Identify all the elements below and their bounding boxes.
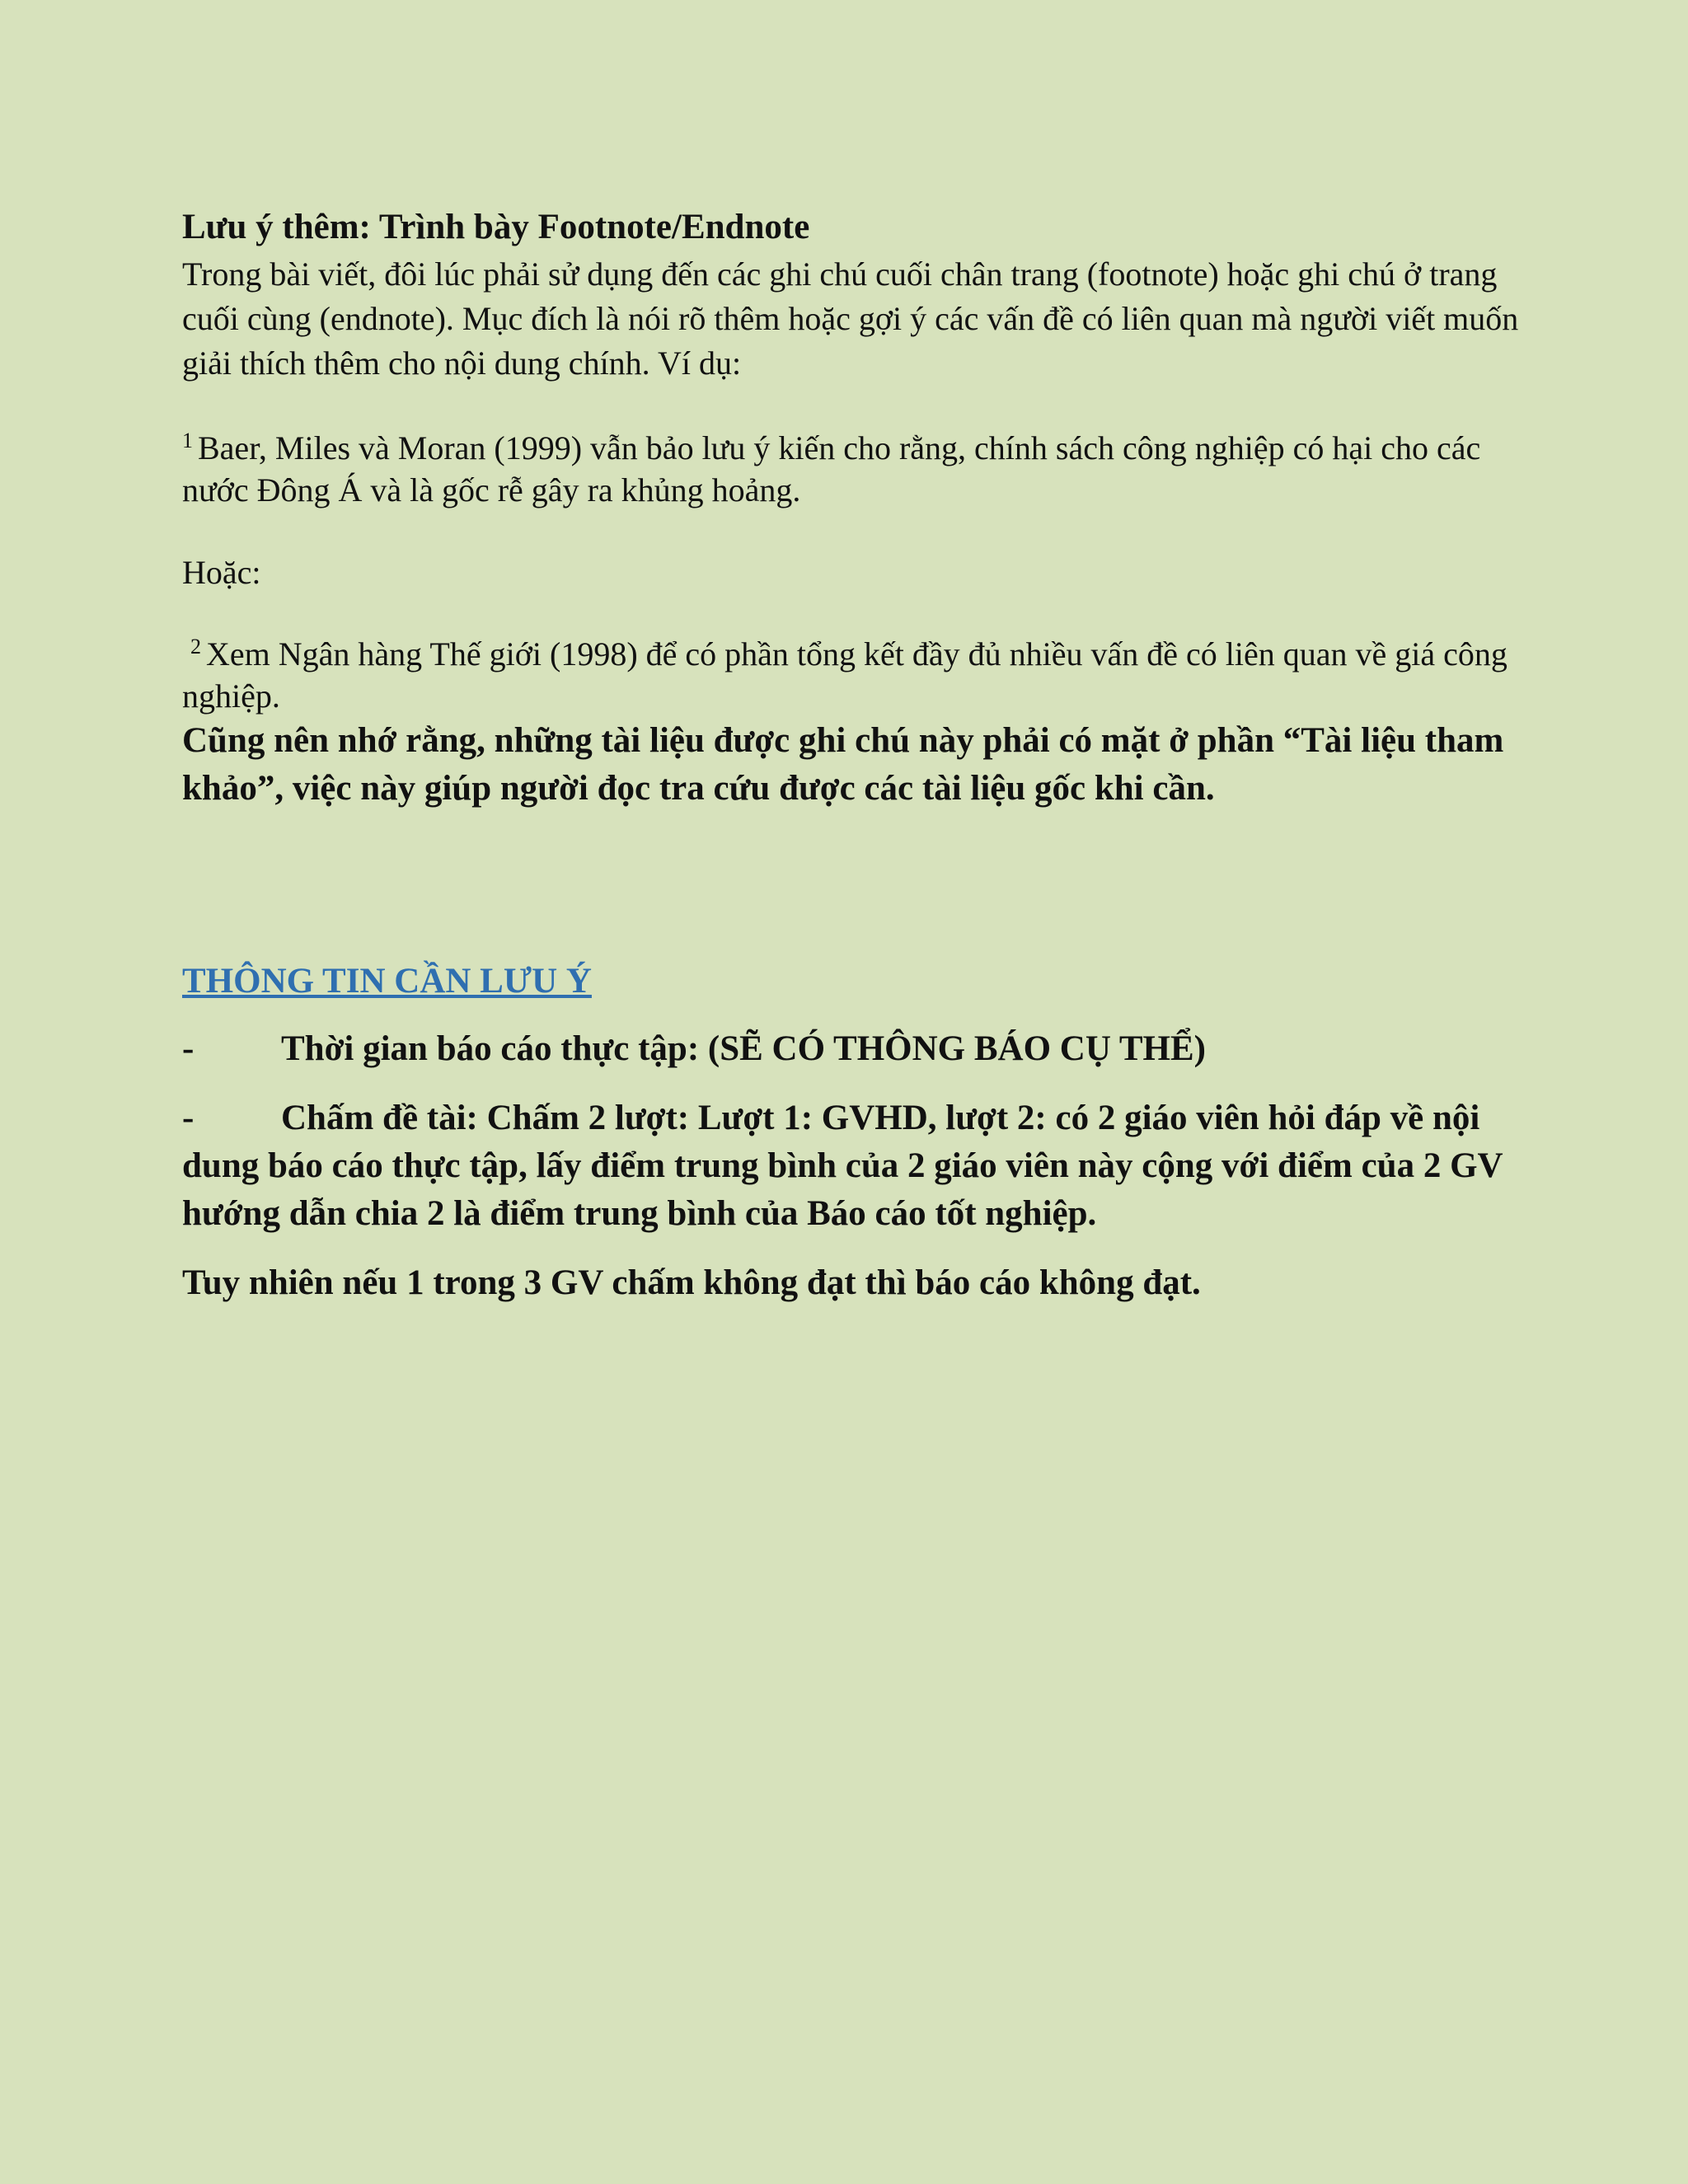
bullet-dash: - [182, 1099, 195, 1137]
footnote-heading: Lưu ý thêm: Trình bày Footnote/Endnote [182, 208, 810, 246]
intro-paragraph: Trong bài viết, đôi lúc phải sử dụng đến các ghi chú cuối chân trang (footnote) hoặc ghi chú ở trang cuối cùng (endnote). Mục đích là nói rõ thêm hoặc gợi ý các vấn đề có liên quan mà người viết muốn giải thích thêm cho nội dung chính. Ví dụ: [182, 255, 1519, 382]
info-item-text: Chấm đề tài: Chấm 2 lượt: Lượt 1: GVHD, lượt 2: có 2 giáo viên hỏi đáp về nội dung báo cáo thực tập, lấy điểm trung bình của 2 giáo viên này cộng với điểm của 2 GV hướng dẫn chia 2 là điểm trung bình của Báo cáo tốt nghiệp. [182, 1099, 1503, 1233]
reminder-paragraph: Cũng nên nhớ rằng, những tài liệu được ghi chú này phải có mặt ở phần “Tài liệu tham khảo”, việc này giúp người đọc tra cứu được các tài liệu gốc khi cần. [182, 721, 1504, 808]
info-item-report-time [182, 1025, 1550, 1073]
or-label: Hoặc: [182, 554, 261, 591]
footnote-example-1 [182, 427, 1550, 511]
page-content [182, 203, 1550, 1307]
footnote-marker-1: 1 [182, 428, 193, 452]
footnote-marker-2: 2 [190, 634, 201, 658]
closing-note: Tuy nhiên nếu 1 trong 3 GV chấm không đạt thì báo cáo không đạt. [182, 1263, 1201, 1302]
section-title: THÔNG TIN CẦN LƯU Ý [182, 962, 592, 1001]
info-item-grading [182, 1094, 1550, 1238]
footnote-example-2 [182, 633, 1550, 717]
footnote-text-1: Baer, Miles và Moran (1999) vẫn bảo lưu ý kiến cho rằng, chính sách công nghiệp có hại cho các nước Đông Á và là gốc rễ gây ra khủng hoảng. [182, 429, 1481, 509]
footnote-text-2: Xem Ngân hàng Thế giới (1998) để có phần tổng kết đầy đủ nhiều vấn đề có liên quan về giá công nghiệp. [182, 635, 1507, 715]
bullet-dash: - [182, 1029, 195, 1068]
info-item-text: Thời gian báo cáo thực tập: (SẼ CÓ THÔNG BÁO CỤ THỂ) [281, 1029, 1206, 1068]
